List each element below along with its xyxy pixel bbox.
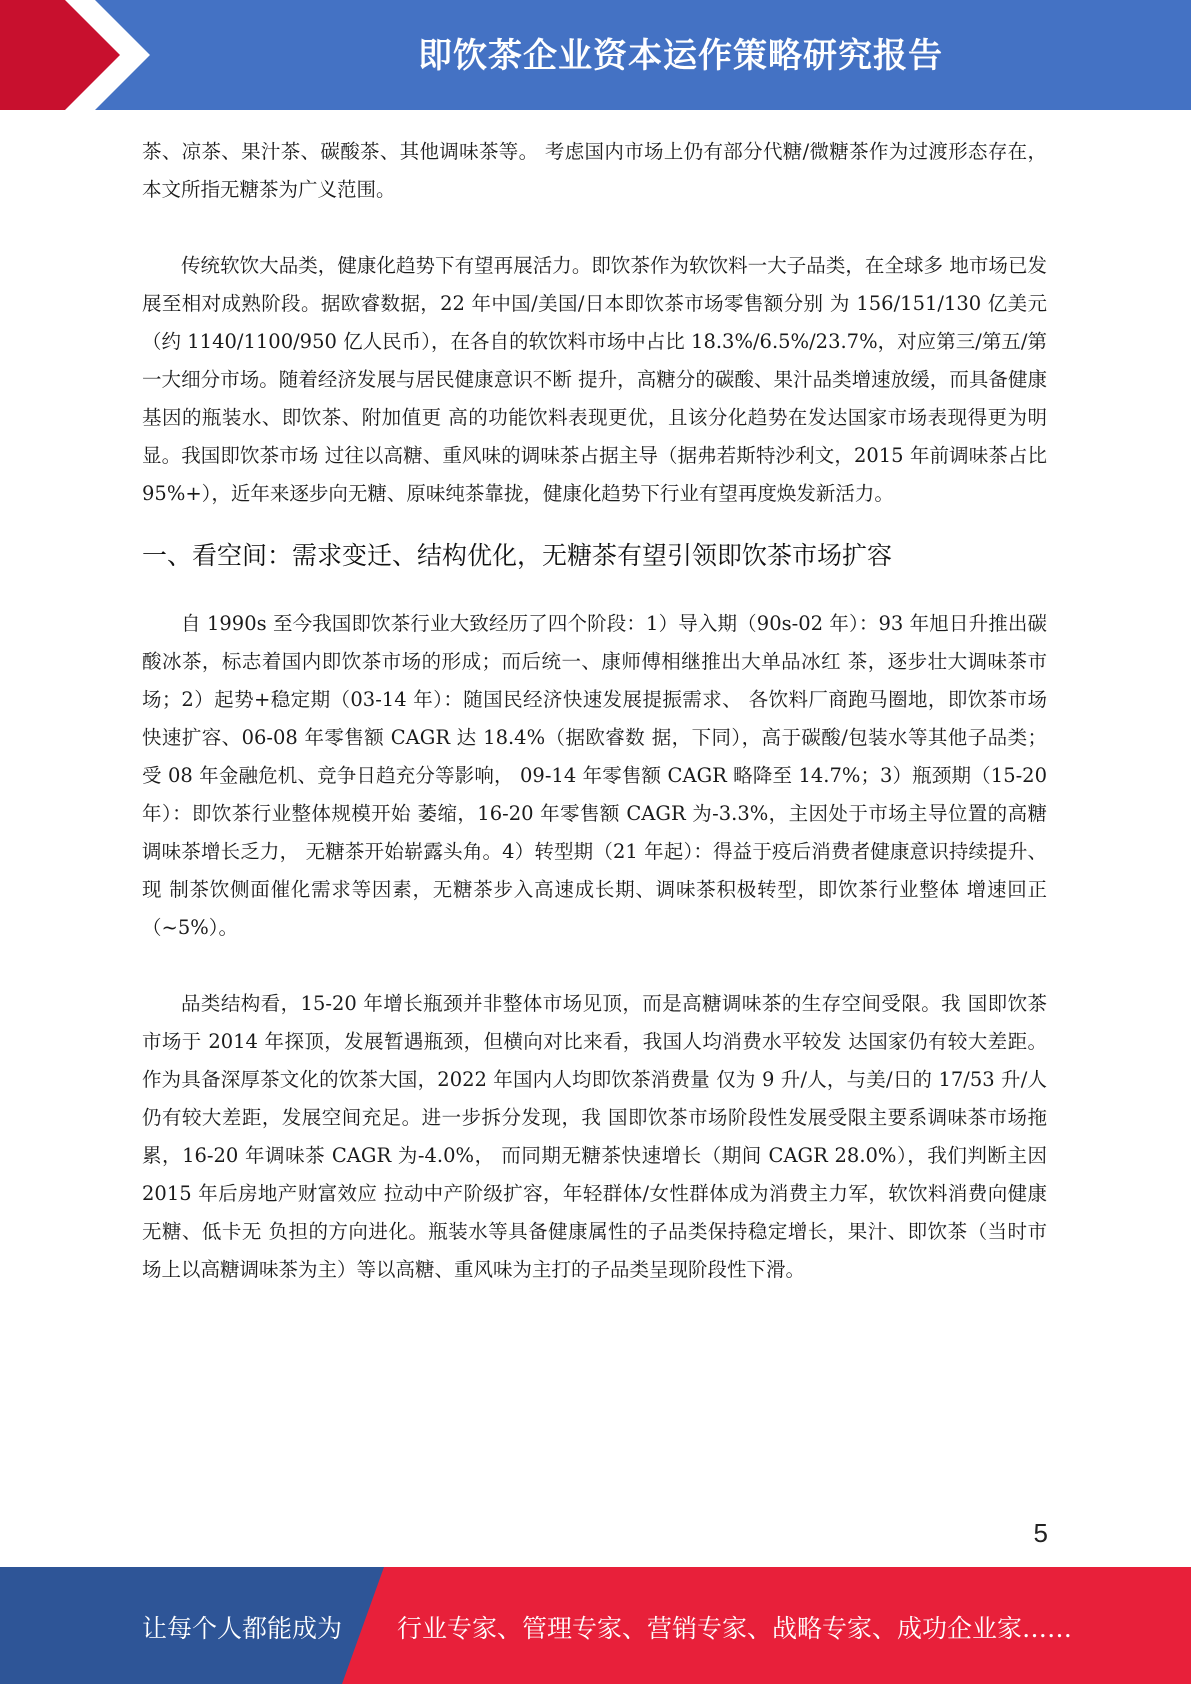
report-title: 即饮茶企业资本运作策略研究报告 xyxy=(418,36,943,76)
main-content xyxy=(142,133,1047,1289)
paragraph-intro-continued: 茶、凉茶、果汁茶、碳酸茶、其他调味茶等。 考虑国内市场上仍有部分代糖/微糖茶作为过渡形态存在，本文所指无糖茶为广义范围。 xyxy=(142,140,1047,201)
page-number: 5 xyxy=(1033,1518,1048,1548)
footer-slogan-left: 让每个人都能成为 xyxy=(142,1614,343,1643)
paragraph-category-structure: 品类结构看，15-20 年增长瓶颈并非整体市场见顶，而是高糖调味茶的生存空间受限。我 国即饮茶市场于 2014 年探顶，发展暂遇瓶颈，但横向对比来看，我国人均消费水平较发 达国家仍有较大差距。作为具备深厚茶文化的饮茶大国，2022 年国内人均即饮茶消费量 仅为 9 升/人，与美/日的 17/53 升/人仍有较大差距，发展空间充足。进一步拆分发现，我 国即饮茶市场阶段性发展受限主要系调味茶市场拖累，16-20 年调味茶 CAGR 为-4.0%， 而同期无糖茶快速增长（期间 CAGR 28.0%），我们判断主因 2015 年后房地产财富效应 拉动中产阶级扩容，年轻群体/女性群体成为消费主力军，软饮料消费向健康无糖、低卡无 负担的方向进化。瓶装水等具备健康属性的子品类保持稳定增长，果汁、即饮茶（当时市 场上以高糖调味茶为主）等以高糖、重风味为主打的子品类呈现阶段性下滑。 xyxy=(142,992,1047,1281)
paragraph-development-stages: 自 1990s 至今我国即饮茶行业大致经历了四个阶段：1）导入期（90s-02 年）：93 年旭日升推出碳酸冰茶，标志着国内即饮茶市场的形成；而后统一、康师傅相继推出大单品冰红 茶，逐步壮大调味茶市场；2）起势+稳定期（03-14 年）：随国民经济快速发展提振需求、 各饮料厂商跑马圈地，即饮茶市场快速扩容、06-08 年零售额 CAGR 达 18.4%（据欧睿数 据，下同），高于碳酸/包装水等其他子品类；受 08 年金融危机、竞争日趋充分等影响， 09-14 年零售额 CAGR 略降至 14.7%；3）瓶颈期（15-20 年）：即饮茶行业整体规模开始 萎缩，16-20 年零售额 CAGR 为-3.3%，主因处于市场主导位置的高糖调味茶增长乏力， 无糖茶开始崭露头角。4）转型期（21 年起）：得益于疫后消费者健康意识持续提升、现 制茶饮侧面催化需求等因素，无糖茶步入高速成长期、调味茶积极转型，即饮茶行业整体 增速回正（~5%）。 xyxy=(142,612,1047,939)
paragraph-traditional-soft-drinks: 传统软饮大品类，健康化趋势下有望再展活力。即饮茶作为软饮料一大子品类，在全球多 地市场已发展至相对成熟阶段。据欧睿数据，22 年中国/美国/日本即饮茶市场零售额分别 为 156/151/130 亿美元（约 1140/1100/950 亿人民币），在各自的软饮料市场中占比 18.3%/6.5%/23.7%，对应第三/第五/第一大细分市场。随着经济发展与居民健康意识不断 提升，高糖分的碳酸、果汁品类增速放缓，而具备健康基因的瓶装水、即饮茶、附加值更 高的功能饮料表现更优，且该分化趋势在发达国家市场表现得更为明显。我国即饮茶市场 过往以高糖、重风味的调味茶占据主导（据弗若斯特沙利文，2015 年前调味茶占比 95%+），近年来逐步向无糖、原味纯茶靠拢，健康化趋势下行业有望再度焕发新活力。 xyxy=(142,254,1047,505)
footer-slogan-right: 行业专家、管理专家、营销专家、战略专家、成功企业家…… xyxy=(397,1614,1073,1643)
page-footer xyxy=(0,1567,1191,1684)
page-header xyxy=(0,0,1191,110)
section-heading: 一、看空间：需求变迁、结构优化，无糖茶有望引领即饮茶市场扩容 xyxy=(142,541,893,570)
